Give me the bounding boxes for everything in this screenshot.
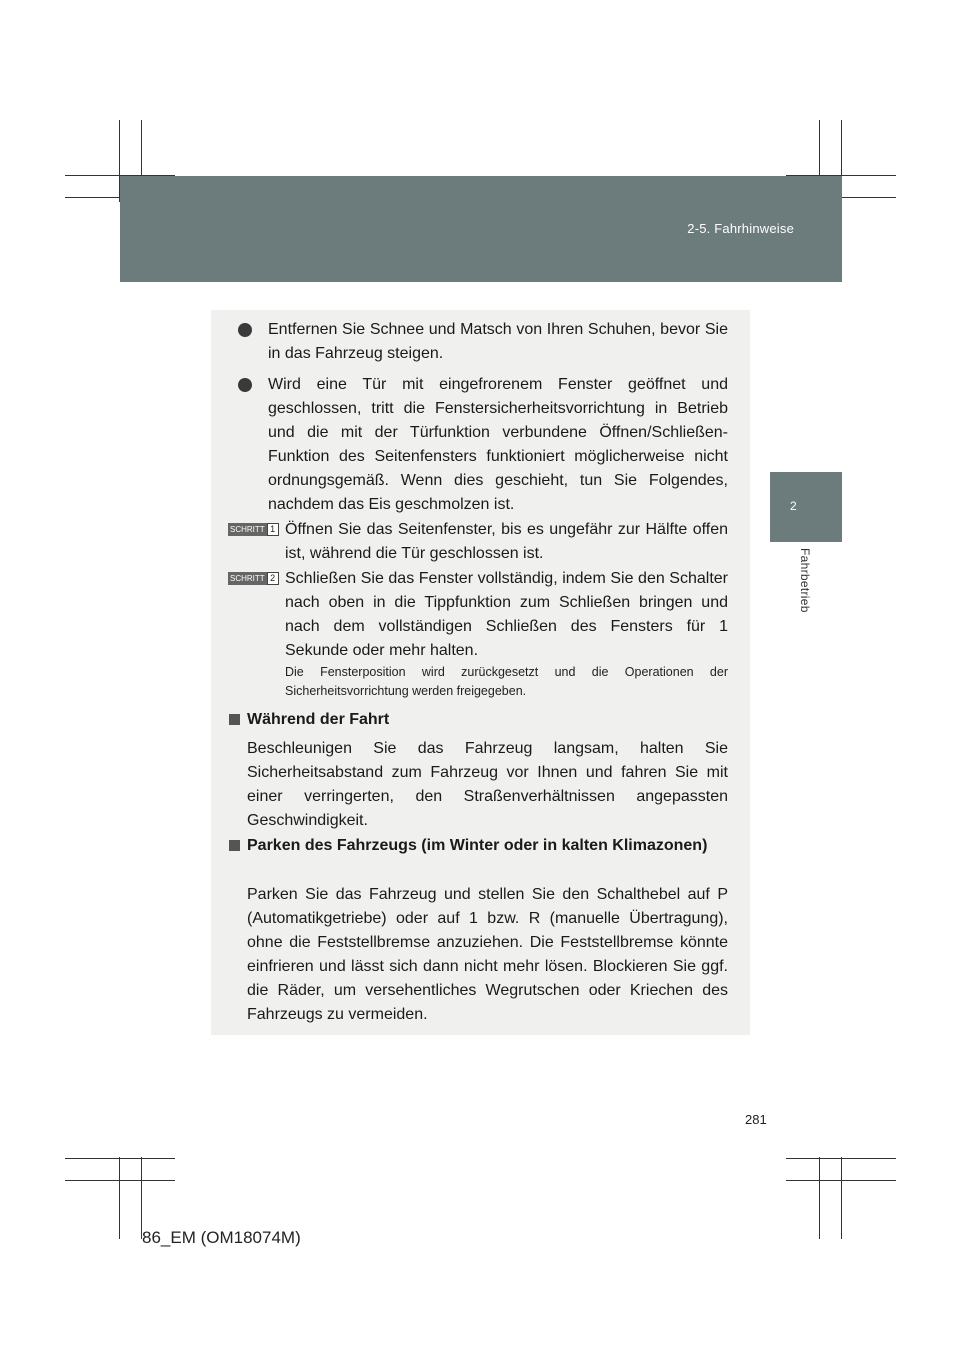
step-note: Die Fensterposition wird zurückgesetzt und die Operationen der Sicherheitsvorrichtung werden freigegeben.	[285, 665, 728, 698]
step-text: Öffnen Sie das Seitenfenster, bis es ungefähr zur Hälfte offen ist, während die Tür geschlossen ist.	[285, 521, 728, 562]
step-badge	[228, 523, 280, 536]
bullet-text: Wird eine Tür mit eingefrorenem Fenster geöffnet und geschlossen, tritt die Fenstersicherheitsvorrichtung in Betrieb und die mit der Türfunktion verbundene Öffnen/Schließen-Funktion des Seitenfensters funktioniert möglicherweise nicht ordnungsgemäß. Wenn dies geschieht, tun Sie Folgendes, nachdem das Eis geschmolzen ist.	[268, 376, 728, 513]
chapter-tab	[770, 472, 842, 542]
chapter-label: Fahrbetrieb	[798, 548, 812, 613]
step-badge	[228, 572, 280, 585]
step-number: 1	[267, 523, 279, 536]
step-number: 2	[267, 572, 279, 585]
bullet-circle-icon	[238, 378, 252, 392]
section-body: Beschleunigen Sie das Fahrzeug langsam, halten Sie Sicherheitsabstand zum Fahrzeug vor Ihnen und fahren Sie mit einer verringerten, den Straßenverhältnissen angepassten Geschwindigkeit.	[247, 740, 728, 829]
step-text: Schließen Sie das Fenster vollständig, indem Sie den Schalter nach oben in die Tippfunktion zum Schließen bringen und nach dem vollständigen Schließen des Fensters für 1 Sekunde oder mehr halten.	[285, 570, 728, 659]
crop-mark	[819, 1157, 820, 1239]
crop-mark	[65, 1158, 175, 1159]
page-number: 281	[745, 1112, 767, 1127]
bullet-text: Entfernen Sie Schnee und Matsch von Ihren Schuhen, bevor Sie in das Fahrzeug steigen.	[268, 321, 728, 362]
section-heading: Parken des Fahrzeugs (im Winter oder in kalten Klimazonen)	[247, 837, 708, 854]
crop-mark	[841, 1157, 842, 1239]
section-heading: Während der Fahrt	[247, 711, 390, 728]
crop-mark	[65, 1180, 175, 1181]
crop-mark	[119, 1157, 120, 1239]
crop-mark	[786, 1158, 896, 1159]
bullet-circle-icon	[238, 323, 252, 337]
crop-mark	[141, 1157, 142, 1239]
section-title: 2-5. Fahrhinweise	[687, 221, 794, 236]
step-label: SCHRITT	[230, 525, 265, 534]
section-body: Parken Sie das Fahrzeug und stellen Sie den Schalthebel auf P (Automatikgetriebe) oder auf 1 bzw. R (manuelle Übertragung), ohne die Feststellbremse anzuziehen. Die Feststellbremse könnte einfrieren und lässt sich dann nicht mehr lösen. Blockieren Sie ggf. die Räder, um versehentliches Wegrutschen oder Kriechen des Fahrzeugs zu vermeiden.	[247, 886, 728, 1023]
step-label: SCHRITT	[230, 574, 265, 583]
square-bullet-icon	[229, 714, 240, 725]
chapter-number: 2	[790, 499, 797, 513]
square-bullet-icon	[229, 840, 240, 851]
crop-mark	[786, 1180, 896, 1181]
header-band	[120, 176, 842, 282]
document-code: 86_EM (OM18074M)	[142, 1228, 301, 1247]
